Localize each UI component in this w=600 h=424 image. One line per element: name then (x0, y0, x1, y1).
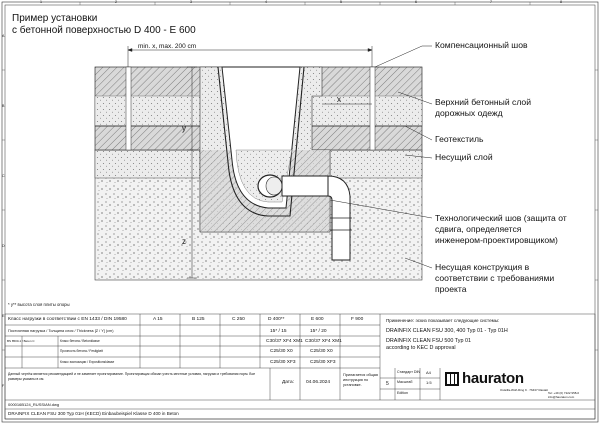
standard-value: A4 (426, 370, 431, 375)
row-marker-d: D (2, 244, 5, 248)
column-marker-4: 4 (265, 0, 267, 4)
strength-d400: C25/30 X0 (270, 349, 293, 354)
callout-construction-joint-2: сдвига, определяется (435, 224, 522, 234)
class-b125: B 125 (192, 317, 205, 322)
install-hint: Прилагается общая инструкция по установке. (343, 373, 378, 387)
concrete-class-label: Класс бетона / Betonklasse (60, 339, 100, 343)
x-dimension-label: x (337, 95, 341, 104)
product-line-1: DRAINFIX CLEAN FSU 300, 400 Typ 01 - Typ 01H (386, 328, 508, 334)
concrete-class-d400: C30/37 XF4 XM1 (266, 339, 303, 344)
callout-subgrade-2: соответствии с требованиями (435, 273, 555, 283)
class-e600: E 600 (311, 317, 324, 322)
column-marker-8: 8 (560, 0, 562, 4)
load-class-label: Класс нагрузки в соответствии с EN 1433 / DIN 19580 (8, 317, 127, 322)
page-title: Пример установки (12, 13, 98, 24)
column-marker-6: 6 (415, 0, 417, 4)
brand-name: hauraton (462, 370, 524, 387)
address-line-1: Ostsilfa-Wolf-Ring 9 · 76437 Rastatt (500, 388, 548, 392)
callout-base-course: Несущий слой (435, 152, 493, 162)
concrete-standard-label: BS 8500-1 / Beton С (7, 339, 35, 343)
column-marker-3: 3 (190, 0, 192, 4)
file-number: 000016B124_RUSSIAN.dwg (8, 402, 60, 407)
column-marker-5: 5 (340, 0, 342, 4)
row-marker-e: E (2, 314, 5, 318)
disclaimer: Данный чертёж является рекомендацией и не заменяет проектирование. Проектировщик обязан учесть местные условия, нагрузки и требования норм. Все размеры указаны в см. (8, 372, 256, 381)
footnote: * у** высота слоя плиты опоры (8, 302, 70, 307)
thickness-e600: 15* / 20 (310, 329, 327, 334)
standard-label: Стандарт DIN (397, 370, 421, 374)
date-value: 04.06.2024 (306, 380, 331, 385)
product-title: Применение: эскиз показывает следующие системы: (386, 318, 500, 323)
exposure-e600: C25/30 XF3 (310, 360, 336, 365)
callout-geotextile: Геотекстиль (435, 134, 484, 144)
scale-value: 1:5 (426, 380, 432, 385)
class-d400: D 400** (268, 317, 285, 322)
width-dimension-label: min. x, max. 200 cm (138, 43, 197, 50)
strength-e600: C25/30 X0 (310, 349, 333, 354)
scale-label: Масштаб (397, 380, 413, 384)
column-marker-7: 7 (490, 0, 492, 4)
row-marker-f: F (2, 384, 5, 388)
column-marker-2: 2 (115, 0, 117, 4)
strength-label: Прочность бетона / Festigkeit (60, 349, 104, 353)
column-marker-1: 1 (40, 0, 42, 4)
y-dimension-label: y (182, 124, 186, 133)
class-f900: F 900 (351, 317, 364, 322)
date-label: Дата: (282, 380, 294, 385)
expansion-joint-left (126, 67, 131, 150)
concrete-class-e600: C30/37 XF4 XM1 (305, 339, 342, 344)
exposure-d400: C25/30 XF3 (270, 360, 296, 365)
address-line-3: info@hauraton.com (548, 395, 575, 399)
edition-label: Edition (397, 391, 408, 395)
z-dimension-label: z (182, 237, 186, 246)
expansion-joint-right (370, 67, 375, 150)
product-line-3: according to KEC D approval (386, 345, 456, 351)
row-marker-c: C (2, 174, 5, 178)
class-c250: C 250 (232, 317, 245, 322)
drawing-title: DRAINFIX CLEAN FSU 300 Typ 01H (KECD) Einbaubeispiel Klasse D 400 in Beton (8, 411, 179, 416)
row-marker-b: B (2, 104, 5, 108)
thickness-d400: 15* / 15 (270, 329, 287, 334)
callout-top-concrete-2: дорожных одежд (435, 108, 503, 118)
thickness-label: Постоянная нагрузка / Толщина слоя / Thickness [Z / Y] (cm) (8, 329, 114, 333)
product-line-2: DRAINFIX CLEAN FSU 500 Typ 01 (386, 338, 471, 344)
callout-top-concrete-1: Верхний бетонный слой (435, 97, 532, 107)
callout-expansion-joint: Компенсационный шов (435, 40, 528, 50)
callout-subgrade-1: Несущая конструкция в (435, 262, 530, 272)
class-a15: A 15 (153, 317, 163, 322)
page-subtitle: с бетонной поверхностью D 400 - E 600 (12, 25, 196, 36)
callout-construction-joint-3: инженером-проектировщиком) (435, 235, 558, 245)
row-marker-a: A (2, 34, 5, 38)
callout-construction-joint-1: Технологический шов (защита от (435, 213, 567, 223)
callout-subgrade-3: проекта (435, 284, 467, 294)
hauraton-logo-mark (445, 372, 459, 386)
address-line-2: Tel: +49 (0) 7222 958-0 (548, 391, 580, 395)
exposure-label: Класс экспозиции / Expositionsklasse (60, 360, 115, 364)
page-number: 5 (386, 381, 389, 387)
